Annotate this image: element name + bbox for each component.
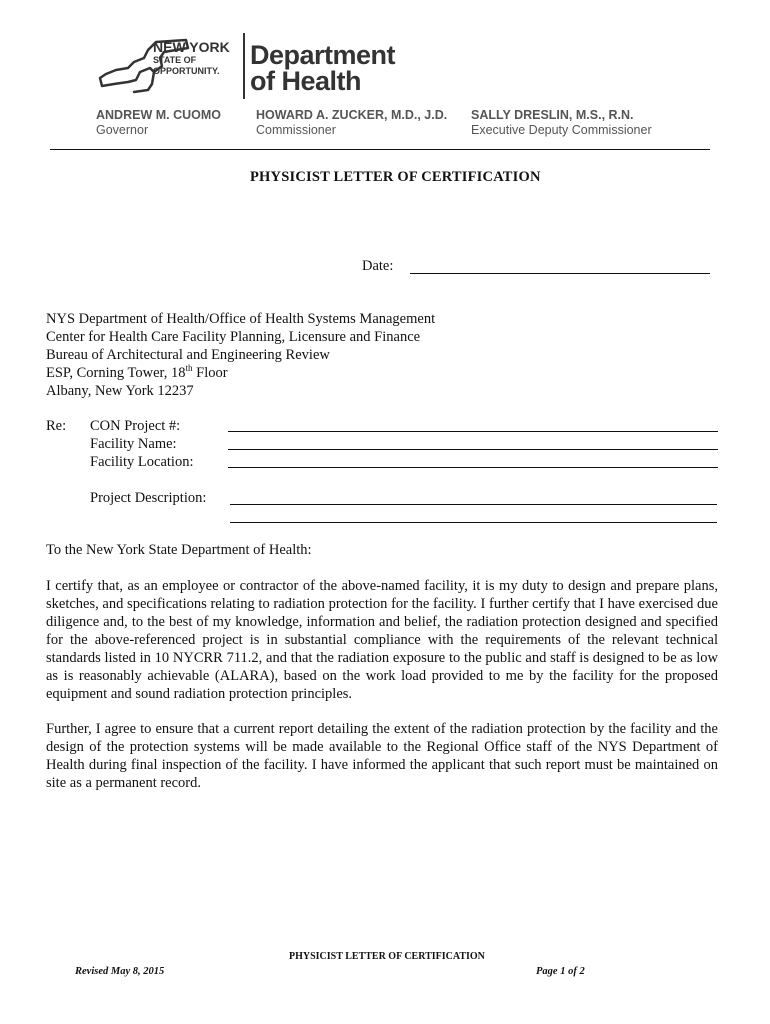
address-line: Bureau of Architectural and Engineering Review	[46, 347, 330, 363]
facility-name-label: Facility Name:	[90, 436, 177, 452]
certification-paragraph: I certify that, as an employee or contractor of the above-named facility, it is my duty to design and prepare plans, sketches, and specifications relating to radiation protection for the facility. I further certify that I have exercised due diligence and, to the best of my knowledge, information and belief, the radiation protection designed and specified for the above-referenced project is in substantial compliance with the requirements of the relevant technical standards listed in 10 NYCRR 711.2, and that the radiation exposure to the public and staff is designed to be as low as is reasonably achievable (ALARA), based on the work load provided to me by the facility for the proposed equipment and sound radiation protection principles.	[46, 578, 718, 702]
address-line	[46, 365, 228, 382]
date-label: Date:	[362, 258, 394, 274]
facility-location-label: Facility Location:	[90, 454, 194, 470]
address-line: Albany, New York 12237	[46, 383, 194, 399]
agreement-paragraph: Further, I agree to ensure that a current report detailing the extent of the radiation protection by the facility and the design of the protection systems will be made available to the Regional Office staff of the NYS Department of Health during final inspection of the facility. I have informed the applicant that such report must be maintained on site as a permanent record.	[46, 721, 718, 791]
official-commissioner-name: HOWARD A. ZUCKER, M.D., J.D.	[256, 108, 448, 122]
project-description-field-line[interactable]	[230, 504, 717, 505]
address-line: NYS Department of Health/Office of Health Systems Management	[46, 311, 436, 327]
re-label: Re:	[46, 418, 67, 434]
official-governor-title: Governor	[96, 123, 149, 137]
logo-of-health-text: of Health	[250, 66, 362, 96]
salutation: To the New York State Department of Health:	[46, 542, 312, 558]
logo-opportunity-text: OPPORTUNITY.	[153, 66, 220, 76]
official-governor-name: ANDREW M. CUOMO	[96, 108, 221, 122]
logo-new-york-text: NEW YORK	[153, 39, 230, 55]
official-deputy-title: Executive Deputy Commissioner	[471, 123, 652, 137]
header-divider	[50, 149, 710, 150]
logo-state-of-text: STATE OF	[153, 55, 197, 65]
logo-divider	[243, 33, 245, 99]
address-line4-prefix: ESP, Corning Tower, 18	[46, 365, 186, 381]
con-project-label: CON Project #:	[90, 418, 181, 434]
page-title: PHYSICIST LETTER OF CERTIFICATION	[250, 169, 541, 185]
address-line4-sup: th	[185, 363, 193, 374]
facility-name-field-line[interactable]	[228, 449, 718, 450]
con-project-field-line[interactable]	[228, 431, 718, 432]
logo-department-text: Department	[250, 40, 396, 70]
date-field-line[interactable]	[410, 273, 710, 274]
address-line: Center for Health Care Facility Planning, Licensure and Finance	[46, 329, 421, 345]
address-line4-suffix: Floor	[192, 365, 228, 381]
official-commissioner-title: Commissioner	[256, 123, 336, 137]
facility-location-field-line[interactable]	[228, 467, 718, 468]
footer-page-number: Page 1 of 2	[536, 966, 585, 977]
footer-revised-date: Revised May 8, 2015	[75, 966, 165, 977]
footer-title: PHYSICIST LETTER OF CERTIFICATION	[289, 951, 485, 962]
project-description-label: Project Description:	[90, 490, 207, 506]
official-deputy-name: SALLY DRESLIN, M.S., R.N.	[471, 108, 634, 122]
project-description-field-line-2[interactable]	[230, 522, 717, 523]
